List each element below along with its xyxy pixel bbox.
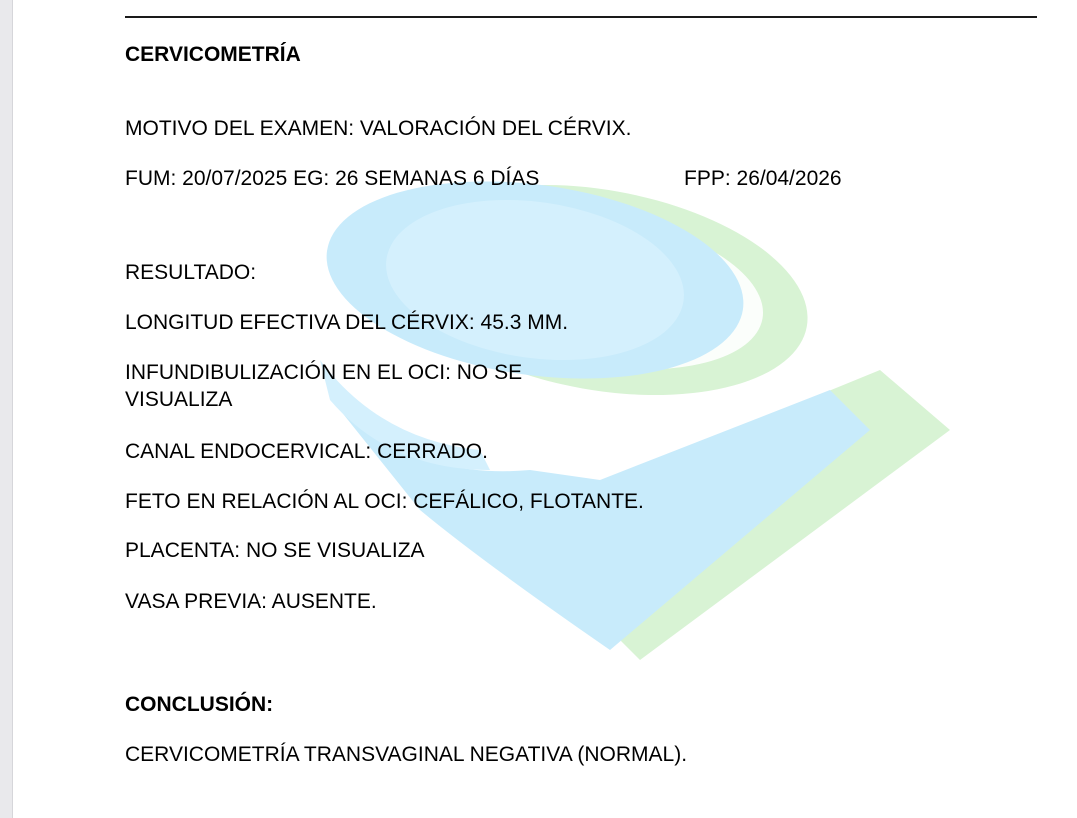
exam-reason: MOTIVO DEL EXAMEN: VALORACIÓN DEL CÉRVIX. <box>125 117 632 140</box>
report-title: CERVICOMETRÍA <box>125 43 301 66</box>
conclusion-text: CERVICOMETRÍA TRANSVAGINAL NEGATIVA (NORMAL). <box>125 743 688 766</box>
fum-eg-line: FUM: 20/07/2025 EG: 26 SEMANAS 6 DÍAS <box>125 167 540 190</box>
cervix-length: LONGITUD EFECTIVA DEL CÉRVIX: 45.3 MM. <box>125 311 569 334</box>
endocervical-canal: CANAL ENDOCERVICAL: CERRADO. <box>125 440 488 463</box>
watermark-logo <box>300 180 980 680</box>
conclusion-heading: CONCLUSIÓN: <box>125 693 274 716</box>
results-heading: RESULTADO: <box>125 261 257 284</box>
fpp-date: FPP: 26/04/2026 <box>684 167 842 190</box>
top-divider <box>125 16 1037 18</box>
funneling-finding: INFUNDIBULIZACIÓN EN EL OCI: NO SE VISUALIZA <box>125 361 523 411</box>
placenta-finding: PLACENTA: NO SE VISUALIZA <box>125 539 425 562</box>
vasa-previa: VASA PREVIA: AUSENTE. <box>125 590 377 613</box>
fetus-position: FETO EN RELACIÓN AL OCI: CEFÁLICO, FLOTANTE. <box>125 490 644 513</box>
page-margin <box>0 0 13 818</box>
